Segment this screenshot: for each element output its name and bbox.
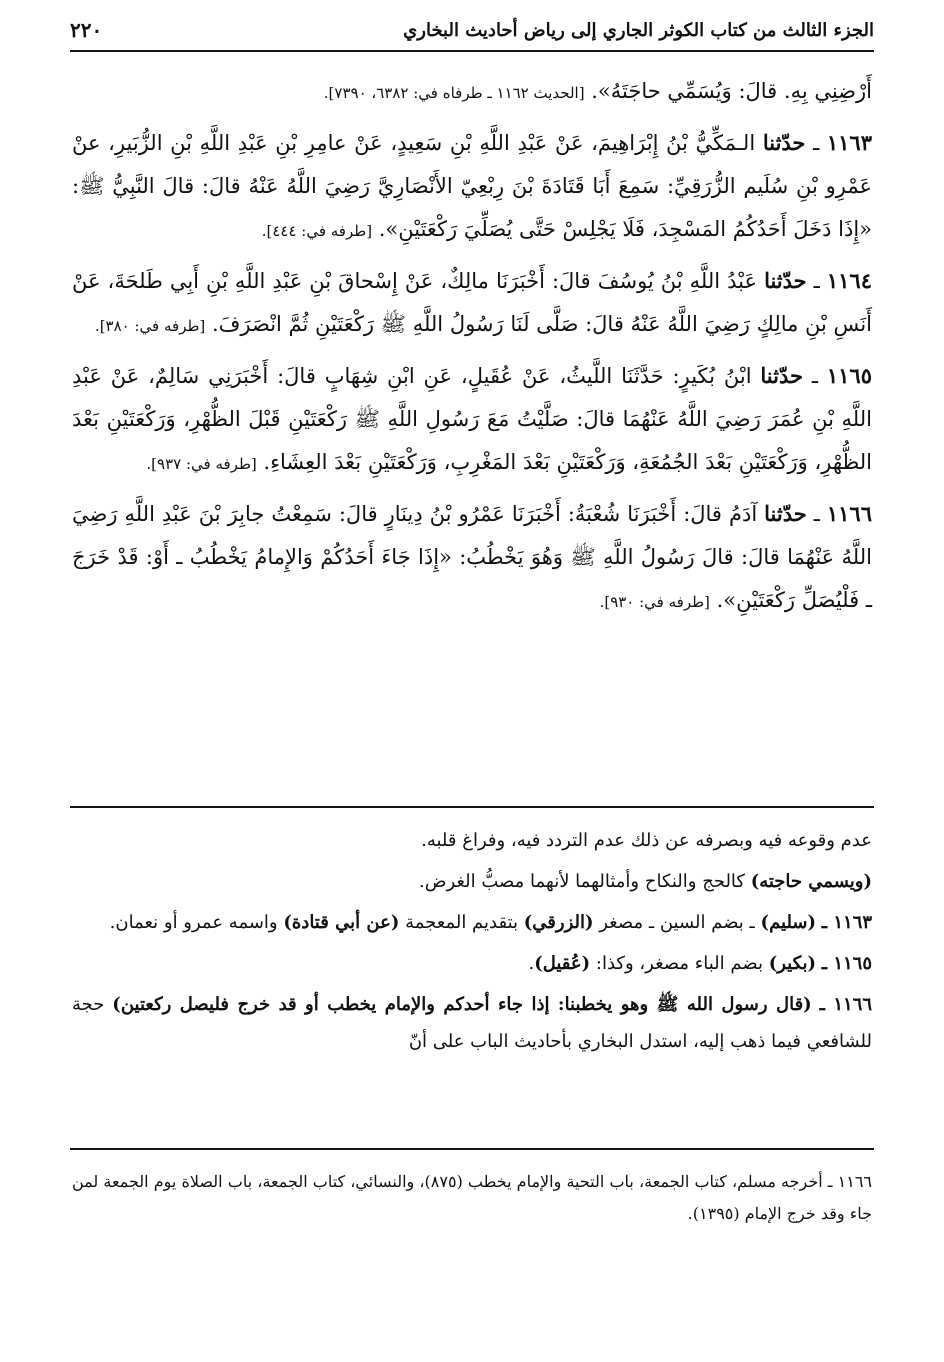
commentary-paragraph — [72, 863, 872, 900]
quoted-term: (بكير) — [768, 953, 817, 974]
cross-reference: [طرفه في: ٩٣٧]. — [146, 455, 257, 473]
dash: ـ — [805, 131, 827, 155]
header-title: الجزء الثالث من كتاب الكوثر الجاري إلى رياض أحاديث البخاري — [403, 19, 874, 41]
quoted-term: (قال رسول الله ﷺ وهو يخطبنا: إذا جاء أحدكم والإمام يخطب أو قد خرج فليصل ركعتين) — [112, 994, 812, 1015]
commentary-text: واسمه عمرو أو نعمان. — [109, 912, 284, 933]
commentary-text: . — [528, 953, 535, 974]
hadith-1165 — [72, 354, 872, 486]
cross-reference: [طرفه في: ٣٨٠]. — [94, 317, 206, 335]
running-header — [70, 10, 874, 52]
dash: ـ — [802, 364, 827, 388]
hadith-number: ١١٦٦ ـ — [819, 994, 872, 1015]
page-number: ٢٢٠ — [70, 18, 103, 42]
dash: ـ — [806, 269, 827, 293]
hadith-1162-ending — [72, 70, 872, 115]
hadith-text: آدَمُ قالَ: أَخْبَرَنَا شُعْبَةُ: أَخْبَرَنَا عَمْرُو بْنُ دِينَارٍ قالَ: سَمِعْتُ جابِرَ بْنَ عَبْدِ اللَّهِ رَضِيَ اللَّهُ عَنْهُمَا قالَ: قالَ رَسُولُ اللَّهِ ﷺ وَهُوَ يَخْطُبُ: «إِذَا جَاءَ أَحَدُكُمْ وَالإِمامُ يَخْطُبُ ـ أَوْ: قَدْ خَرَجَ ـ فَلْيُصَلِّ رَكْعَتَيْنِ». — [72, 502, 872, 612]
hadith-text-section — [72, 70, 872, 630]
hadith-text: ابْنُ بُكَيرٍ: حَدَّثَنَا اللَّيثُ، عَنْ عُقَيلٍ، عَنِ ابْنِ شِهَابٍ قالَ: أَخْبَرَنِي سَالِمٌ، عَنْ عَبْدِ اللَّهِ بْنِ عُمَرَ رَضِيَ اللَّهُ عَنْهُمَا قالَ: صَلَّيْتُ مَعَ رَسُولِ اللَّهِ ﷺ رَكْعَتَيْنِ قَبْلَ الظُّهْرِ، وَرَكْعَتَيْنِ بَعْدَ الظُّهْرِ، وَرَكْعَتَيْنِ بَعْدَ الجُمُعَةِ، وَرَكْعَتَيْنِ بَعْدَ المَغْرِبِ، وَرَكْعَتَيْنِ بَعْدَ العِشَاءِ. — [72, 364, 872, 474]
quoted-term: (سليم) — [760, 912, 817, 933]
commentary-text: حجة للشافعي فيما ذهب إليه، استدل البخاري بأحاديث الباب على أنّ — [72, 994, 872, 1052]
hadith-text: عَبْدُ اللَّهِ بْنُ يُوسُفَ قالَ: أَخْبَرَنَا مالِكٌ، عَنْ إِسْحاقَ بْنِ عَبْدِ اللَّهِ بْنِ أَبِي طَلحَةَ، عَنْ أَنَسِ بْنِ مالِكٍ رَضِيَ اللَّهُ عَنْهُ قالَ: صَلَّى لَنَا رَسُولُ اللَّهِ ﷺ رَكْعَتَيْنِ ثُمَّ انْصَرَفَ. — [72, 269, 872, 336]
quoted-term: (عن أبي قتادة) — [283, 912, 400, 933]
hadith-1166 — [72, 492, 872, 624]
separator-rule — [70, 806, 874, 808]
hadith-1163 — [72, 121, 872, 253]
cross-reference: [طرفه في: ٩٣٠]. — [599, 593, 710, 611]
cross-reference: [الحديث ١١٦٢ ـ طرفاه في: ٦٣٨٢، ٧٣٩٠]. — [323, 84, 585, 102]
commentary-text: ـ بضم السين ـ مصغر — [593, 912, 761, 933]
hadith-number: ١١٦٣ — [826, 130, 872, 155]
hadith-1164 — [72, 259, 872, 348]
hadith-text: أَرْضِنِي بِهِ. قالَ: وَيُسَمِّي حاجَتَهُ». — [591, 79, 872, 103]
commentary-text: بتقديم المعجمة — [399, 912, 524, 933]
commentary-paragraph — [72, 904, 872, 941]
quoted-term: (ويسمي حاجته) — [750, 871, 872, 892]
quoted-term: (الزرقي) — [523, 912, 594, 933]
hadith-text: الـمَكِّيُّ بْنُ إِبْرَاهِيمَ، عَنْ عَبْدِ اللَّهِ بْنِ سَعِيدٍ، عَنْ عامِرِ بْنِ عَبْدِ اللَّهِ بْنِ الزُّبَيرِ، عنْ عَمْرِو بْنِ سُلَيم الزُّرَقِيِّ: سَمِعَ أَبَا قَتَادَةَ بْنَ رِبْعِيّ الأَنْصَارِيَّ رَضِيَ اللَّهُ عَنْهُ قالَ: قالَ النَّبِيُّ ﷺ: «إِذَا دَخَلَ أَحَدُكُمُ المَسْجِدَ، فَلَا يَجْلِسْ حَتَّى يُصَلِّيَ رَكْعَتَيْنِ». — [72, 131, 872, 241]
commentary-paragraph — [72, 945, 872, 982]
hadith-number: ١١٦٥ — [826, 363, 872, 388]
commentary-text: كالحج والنكاح وأمثالهما لأنهما مصبُّ الغرض. — [419, 871, 751, 892]
footnote-rule — [70, 1148, 874, 1150]
hadith-number: ١١٦٣ ـ — [821, 912, 872, 933]
commentary-paragraph — [72, 986, 872, 1060]
commentary-paragraph: عدم وقوعه فيه وبصرفه عن ذلك عدم التردد فيه، وفراغ قلبه. — [421, 830, 872, 851]
narration-lead: حدّثنا — [760, 363, 803, 388]
cross-reference: [طرفه في: ٤٤٤]. — [261, 222, 373, 240]
narration-lead: حدّثنا — [762, 130, 806, 155]
quoted-term: (عُقيل) — [534, 953, 591, 974]
narration-lead: حدّثنا — [764, 501, 807, 526]
hadith-number: ١١٦٦ — [826, 501, 872, 526]
hadith-number: ١١٦٥ ـ — [821, 953, 872, 974]
footnote: ١١٦٦ ـ أخرجه مسلم، كتاب الجمعة، باب التحية والإمام يخطب (٨٧٥)، والنسائي، كتاب الجمعة، باب الصلاة يوم الجمعة لمن جاء وقد خرج الإمام (١٣٩٥). — [72, 1172, 873, 1223]
narration-lead: حدّثنا — [764, 268, 807, 293]
dash: ـ — [806, 502, 827, 526]
hadith-number: ١١٦٤ — [826, 268, 872, 293]
commentary-text: بضم الباء مصغر، وكذا: — [590, 953, 769, 974]
commentary-section — [72, 822, 872, 1064]
